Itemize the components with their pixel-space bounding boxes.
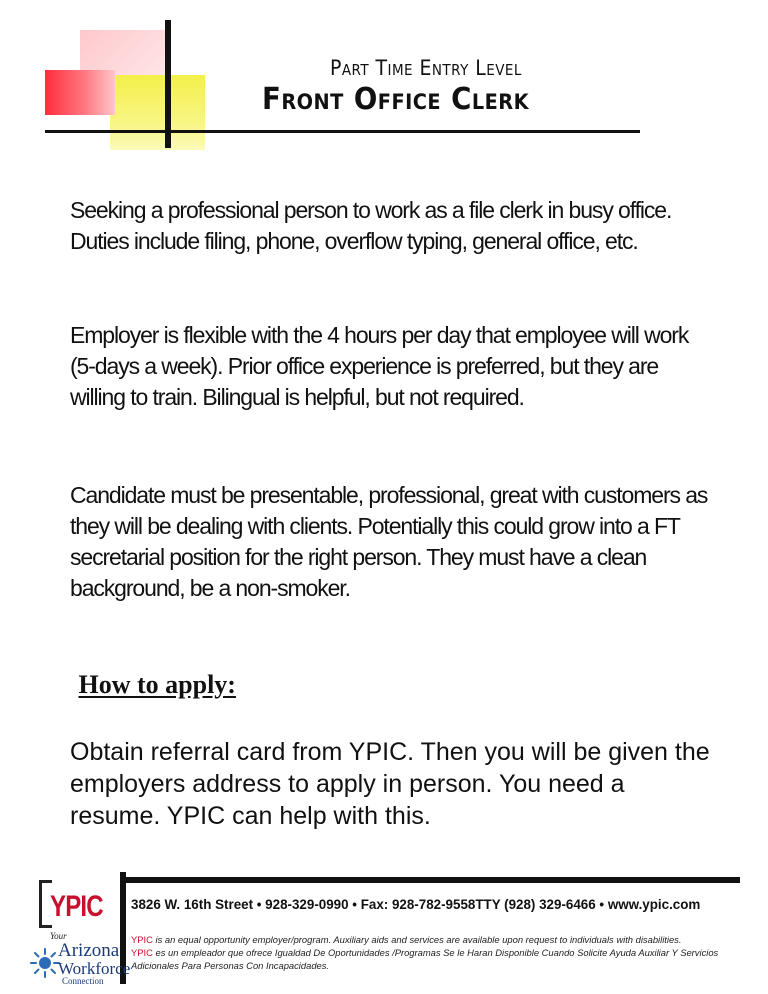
footer-address: 3826 W. 16th Street • 928-329-0990 • Fax: 928-782-9558TTY (928) 329-6466 • www.ypic.com (131, 897, 701, 912)
eeo-english-org: YPIC (131, 934, 153, 945)
logo-workforce: Workforce (58, 959, 131, 978)
footer-eeo-statement (131, 933, 731, 972)
how-to-apply-heading-text: How to apply: (78, 670, 236, 699)
description-paragraph-2: Employer is flexible with the 4 hours per day that employee will work (5-days a week). Prior office experience is preferred, but they are willing to train. Bilingual is helpful, but not required. (70, 322, 689, 410)
eeo-english-text: is an equal opportunity employer/program. Auxiliary aids and services are available upon request to individuals with disabilities. (152, 934, 682, 945)
logo-arizona: Arizona (58, 940, 120, 961)
header-rule (45, 130, 640, 133)
eeo-spanish-org: YPIC (131, 947, 153, 958)
logo-connection: Connection (62, 976, 104, 986)
how-to-apply-text: Obtain referral card from YPIC. Then you will be given the employers address to apply in person. You need a resume. YPIC can help with this. (70, 738, 710, 830)
description-paragraph-3: Candidate must be presentable, professional, great with customers as they will be dealing with clients. Potentially this could grow into a FT secretarial position for the right person. They must have a clean background, be a non-smoker. (70, 482, 708, 601)
eeo-spanish-text: es un empleador que ofrece Igualdad De Oportunidades /Programas Se le Haran Disponible Cuando Solicite Ayuda Auxiliar Y Servicios Adicionales Para Personas Con Incapacidades. (131, 947, 719, 971)
logo-your: Your (50, 931, 67, 941)
how-to-apply-heading (72, 670, 236, 700)
sun-icon (30, 948, 60, 978)
footer-rule (120, 877, 740, 883)
ypic-logo-text: YPIC (50, 890, 103, 923)
decor-red-square (45, 70, 115, 115)
job-subtitle: Part Time Entry Level (330, 56, 522, 80)
eeo-spanish (131, 946, 731, 972)
decor-vertical-bar (165, 20, 171, 148)
decor-yellow-square (110, 75, 205, 150)
description-paragraph-1: Seeking a professional person to work as a file clerk in busy office. Duties include filing, phone, overflow typing, general office, etc. (70, 197, 672, 254)
eeo-english (131, 933, 731, 946)
job-title: Front Office Clerk (262, 82, 530, 117)
